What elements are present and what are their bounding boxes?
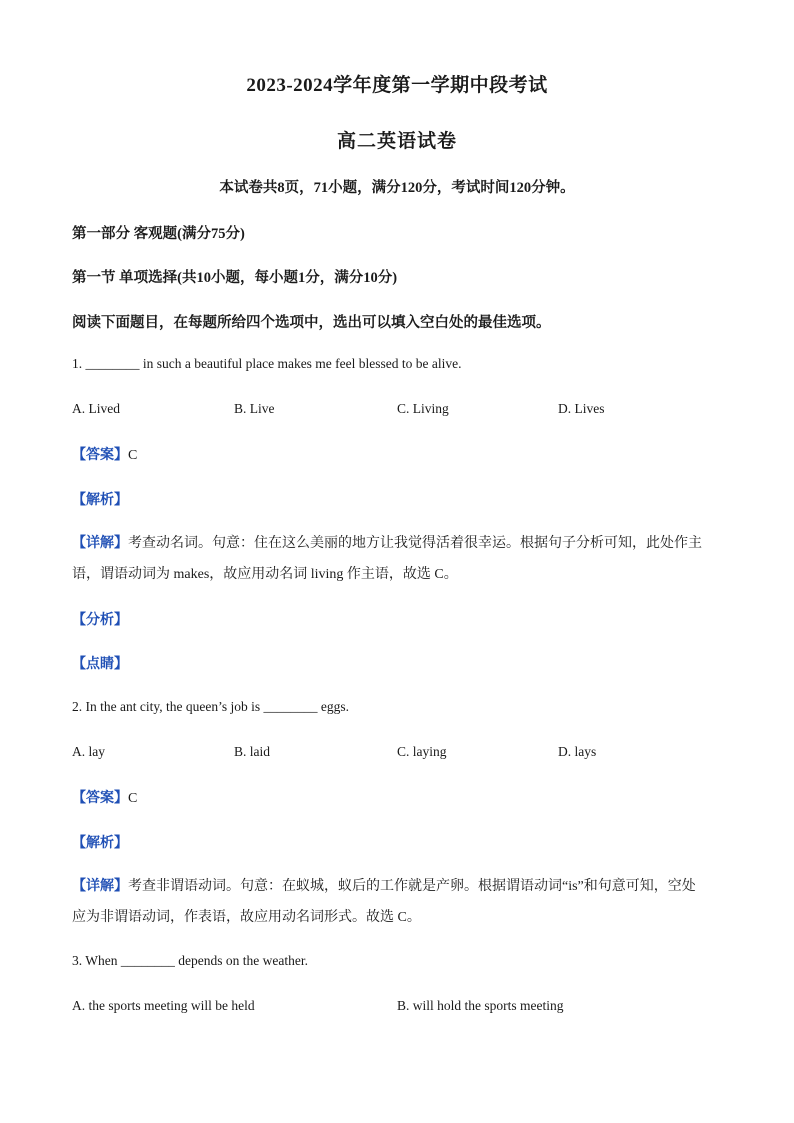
detail-text-line2: 语，谓语动词为 makes，故应用动名词 living 作主语，故选 C。 bbox=[72, 567, 458, 582]
answer-label: 【答案】 bbox=[72, 791, 128, 806]
detail-text-line1: 考查非谓语动词。句意：在蚁城，蚁后的工作就是产卵。根据谓语动词“is”和句意可知，空处 bbox=[128, 879, 696, 894]
question-1-fenxi bbox=[72, 609, 128, 629]
question-2-option-b: B. laid bbox=[234, 744, 270, 759]
section-heading: 第一节 单项选择(共10小题，每小题1分，满分10分) bbox=[72, 270, 398, 286]
analysis-label: 【解析】 bbox=[72, 836, 128, 851]
question-2-answer bbox=[72, 787, 137, 807]
detail-label: 【详解】 bbox=[72, 879, 128, 894]
fenxi-label: 【分析】 bbox=[72, 613, 128, 628]
instruction-text: 阅读下面题目，在每题所给四个选项中，选出可以填入空白处的最佳选项。 bbox=[72, 315, 551, 331]
question-1-option-b: B. Live bbox=[234, 401, 275, 416]
question-2-option-a: A. lay bbox=[72, 744, 105, 759]
question-2-option-c: C. laying bbox=[397, 744, 447, 759]
dianjing-label: 【点睛】 bbox=[72, 657, 128, 672]
question-2-detail bbox=[72, 871, 722, 933]
question-1-option-a: A. Lived bbox=[72, 401, 120, 416]
detail-label: 【详解】 bbox=[72, 536, 128, 551]
question-2-option-d: D. lays bbox=[558, 744, 597, 759]
question-1-option-d: D. Lives bbox=[558, 401, 605, 416]
question-2-stem: 2. In the ant city, the queen’s job is ________ eggs. bbox=[72, 699, 349, 714]
question-1-option-c: C. Living bbox=[397, 401, 449, 416]
question-2-analysis bbox=[72, 832, 128, 852]
question-1-stem: 1. ________ in such a beautiful place makes me feel blessed to be alive. bbox=[72, 356, 462, 371]
question-3-stem: 3. When ________ depends on the weather. bbox=[72, 953, 308, 968]
answer-label: 【答案】 bbox=[72, 448, 128, 463]
question-1-answer bbox=[72, 444, 137, 464]
analysis-label: 【解析】 bbox=[72, 493, 128, 508]
exam-title: 2023-2024学年度第一学期中段考试 bbox=[246, 75, 548, 96]
exam-info: 本试卷共8页，71小题，满分120分，考试时间120分钟。 bbox=[219, 180, 575, 196]
detail-text-line2: 应为非谓语动词，作表语，故应用动名词形式。故选 C。 bbox=[72, 910, 421, 925]
exam-subtitle: 高二英语试卷 bbox=[336, 131, 457, 152]
answer-value: C bbox=[128, 791, 138, 806]
question-1-analysis bbox=[72, 489, 128, 509]
part-heading: 第一部分 客观题(满分75分) bbox=[72, 226, 245, 242]
question-1-dianjing bbox=[72, 653, 128, 673]
answer-value: C bbox=[128, 448, 138, 463]
question-3-option-b: B. will hold the sports meeting bbox=[397, 998, 564, 1013]
question-3-option-a: A. the sports meeting will be held bbox=[72, 998, 255, 1013]
detail-text-line1: 考查动名词。句意：住在这么美丽的地方让我觉得活着很幸运。根据句子分析可知，此处作主 bbox=[128, 536, 702, 551]
question-1-detail bbox=[72, 528, 722, 590]
